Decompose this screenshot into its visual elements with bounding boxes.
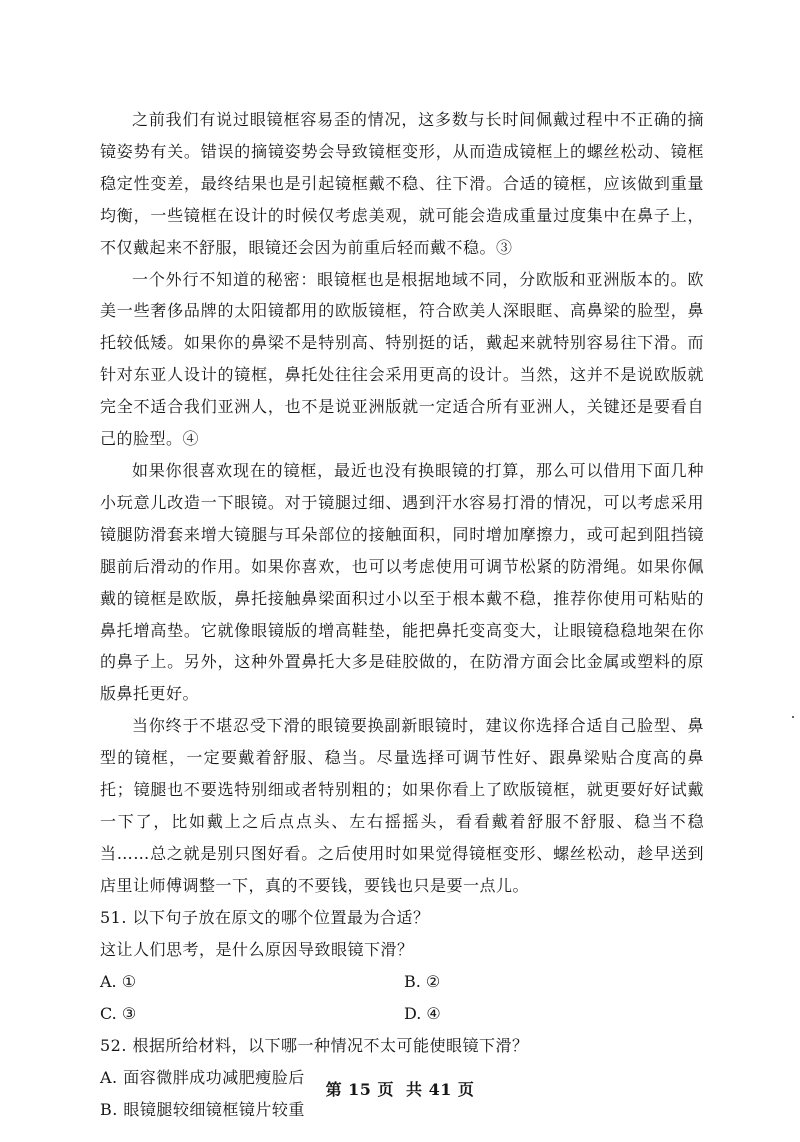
question-51	[100, 902, 704, 1030]
scan-speck	[792, 716, 794, 718]
page-number: 第 15 页	[325, 1080, 394, 1099]
passage-paragraph-3: 如果你很喜欢现在的镜框，最近也没有换眼镜的打算，那么可以借用下面几种小玩意儿改造一下眼镜。对于镜腿过细、遇到汗水容易打滑的情况，可以考虑采用镜腿防滑套来增大镜腿与耳朵部位的接触面积，同时增加摩擦力，或可起到阻挡镜腿前后滑动的作用。如果你喜欢，也可以考虑使用可调节松紧的防滑绳。如果你佩戴的镜框是欧版，鼻托接触鼻梁面积过小以至于根本戴不稳，推荐你使用可粘贴的鼻托增高垫。它就像眼镜版的增高鞋垫，能把鼻托变高变大，让眼镜稳稳地架在你的鼻子上。另外，这种外置鼻托大多是硅胶做的，在防滑方面会比金属或塑料的原版鼻托更好。	[100, 460, 704, 704]
option-d[interactable]: D. ④	[404, 1003, 441, 1023]
reading-passage	[100, 104, 704, 902]
option-a[interactable]: A. ①	[100, 971, 137, 991]
option-c[interactable]: C. ③	[100, 1003, 137, 1023]
question-52-stem: 52. 根据所给材料，以下哪一种情况不太可能使眼镜下滑？	[100, 1035, 529, 1055]
page-content	[100, 104, 704, 1126]
option-b[interactable]: B. ②	[404, 971, 441, 991]
page-footer	[0, 1077, 800, 1100]
passage-paragraph-4: 当你终于不堪忍受下滑的眼镜要换副新眼镜时，建议你选择合适自己脸型、鼻型的镜框，一定要戴着舒服、稳当。尽量选择可调节性好、跟鼻梁贴合度高的鼻托；镜腿也不要选特别细或者特别粗的；如果你看上了欧版镜框，就更要好好试戴一下了，比如戴上之后点点头、左右摇摇头，看看戴着舒服不舒服、稳当不稳当……总之就是别只图好看。之后使用时如果觉得镜框变形、螺丝松动，趁早送到店里让师傅调整一下，真的不要钱，要钱也只是要一点儿。	[100, 716, 704, 895]
option-a[interactable]: A. 面容微胖成功减肥瘦脸后	[100, 1067, 305, 1087]
question-51-stem: 51. 以下句子放在原文的哪个位置最为合适？	[100, 907, 430, 927]
question-51-options	[100, 966, 704, 1030]
passage-paragraph-2: 一个外行不知道的秘密：眼镜框也是根据地域不同，分欧版和亚洲版本的。欧美一些奢侈品牌的太阳镜都用的欧版镜框，符合欧美人深眼眶、高鼻梁的脸型，鼻托较低矮。如果你的鼻梁不是特别高、特别挺的话，戴起来就特别容易往下滑。而针对东亚人设计的镜框，鼻托处往往会采用更高的设计。当然，这并不是说欧版就完全不适合我们亚洲人，也不是说亚洲版就一定适合所有亚洲人，关键还是要看自己的脸型。④	[100, 269, 704, 449]
passage-paragraph-1: 之前我们有说过眼镜框容易歪的情况，这多数与长时间佩戴过程中不正确的摘镜姿势有关。错误的摘镜姿势会导致镜框变形，从而造成镜框上的螺丝松动、镜框稳定性变差，最终结果也是引起镜框戴不稳、往下滑。合适的镜框，应该做到重量均衡，一些镜框在设计的时候仅考虑美观，就可能会造成重量过度集中在鼻子上，不仅戴起来不舒服，眼镜还会因为前重后轻而戴不稳。③	[100, 110, 704, 257]
page-total: 共 41 页	[406, 1080, 475, 1099]
question-51-sentence: 这让人们思考，是什么原因导致眼镜下滑？	[100, 939, 414, 959]
option-b[interactable]: B. 眼镜腿较细镜框镜片较重	[100, 1099, 305, 1119]
